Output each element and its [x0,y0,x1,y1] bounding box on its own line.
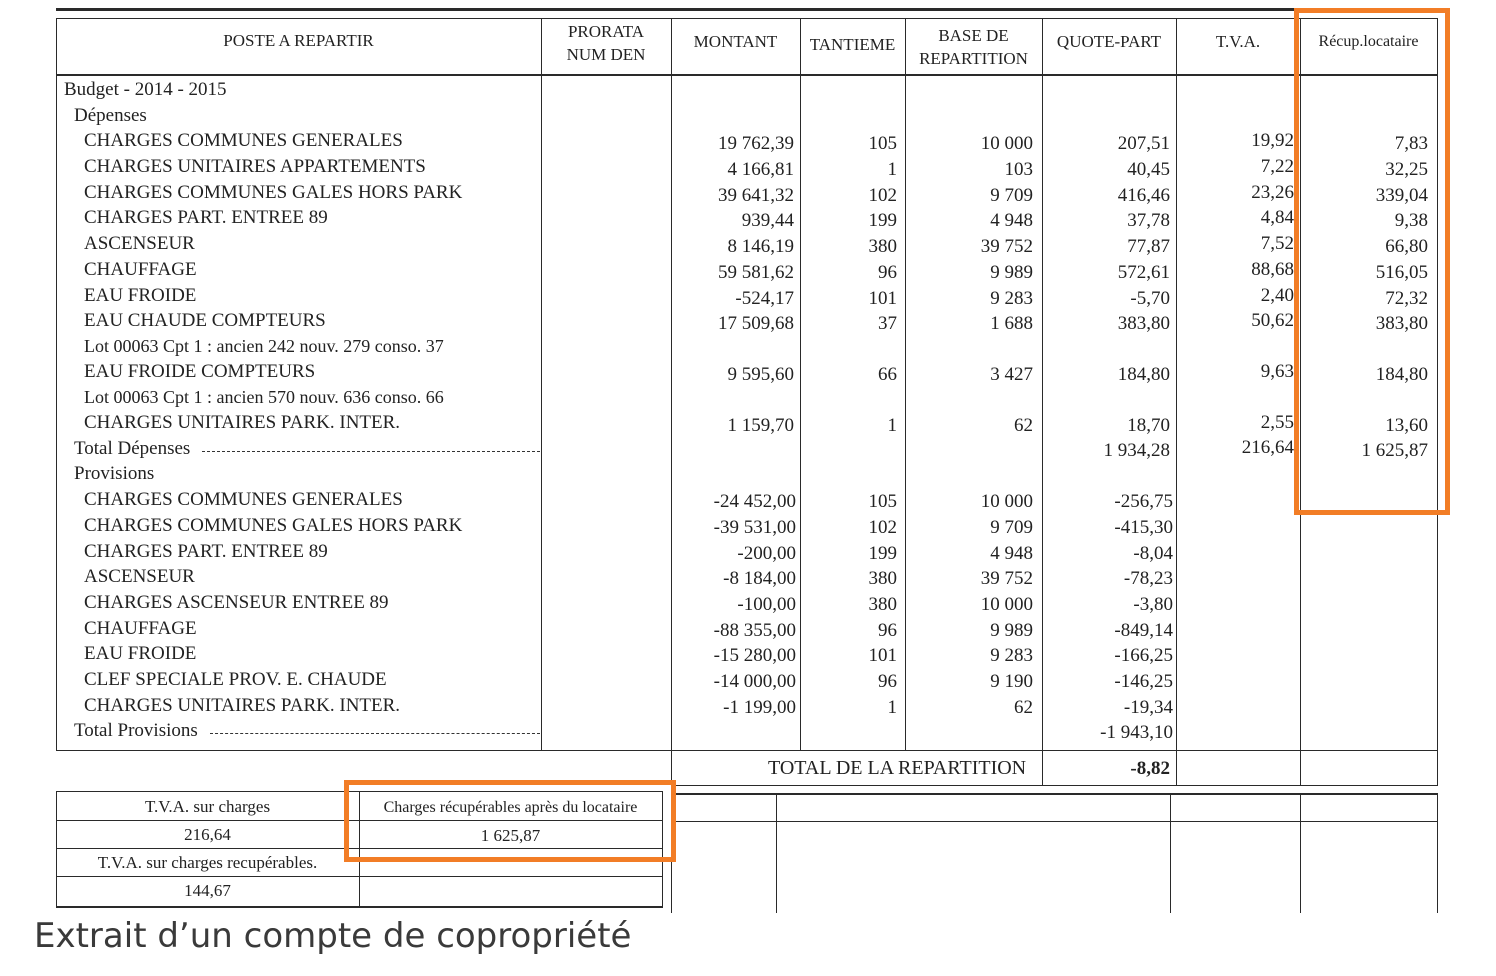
header-top-line [56,18,1438,19]
depense-quote: 207,51 [1117,133,1170,154]
depense-tantieme: 1 [887,415,897,436]
provision-base: 9 283 [990,645,1033,666]
total-depenses-quote: 1 934,28 [1103,440,1170,461]
depense-recup: 72,32 [1385,288,1428,309]
total-depenses-recup: 1 625,87 [1361,440,1428,461]
provision-quote: -19,34 [1123,697,1173,718]
depense-tantieme: 96 [878,262,897,283]
total-row-bottom-line [672,785,1438,786]
provision-quote: -146,25 [1114,671,1173,692]
header-base [905,24,1042,70]
depense-base: 39 752 [980,236,1033,257]
total-provisions-leader [210,733,540,734]
depense-recup: 516,05 [1375,262,1428,283]
provision-base: 9 190 [990,671,1033,692]
provision-base: 10 000 [980,491,1033,512]
body-bottom-line [56,750,1438,751]
depense-montant: 4 166,81 [727,159,794,180]
header-tva: T.V.A. [1215,32,1261,51]
provision-tantieme: 105 [868,491,897,512]
depense-base: 4 948 [990,210,1033,231]
provision-quote: -256,75 [1114,491,1173,512]
depense-recup: 7,83 [1394,133,1428,154]
depense-base: 1 688 [990,313,1033,334]
summary-right-col-4 [1437,793,1438,913]
depense-base: 9 989 [990,262,1033,283]
total-provisions-quote: -1 943,10 [1100,722,1173,743]
provision-tantieme: 102 [868,517,897,538]
summary-tva-charges-value: 216,64 [184,825,231,844]
depense-recup: 66,80 [1385,236,1428,257]
provision-tantieme: 101 [868,645,897,666]
header-prorata [541,20,671,66]
provision-label: CHARGES PART. ENTREE 89 [84,541,328,562]
provision-montant: -88 355,00 [713,620,796,641]
provision-tantieme: 96 [878,620,897,641]
lot-detail-label: Lot 00063 Cpt 1 : ancien 570 nouv. 636 conso. 66 [84,387,444,407]
depense-quote: 18,70 [1127,415,1170,436]
col-line-1 [541,18,542,750]
summary-tva-recup-value: 144,67 [184,881,231,900]
provision-montant: -100,00 [737,594,796,615]
depense-base: 62 [1014,415,1033,436]
depense-montant: 17 509,68 [718,313,794,334]
provision-montant: -24 452,00 [713,491,796,512]
depense-montant: -524,17 [735,288,794,309]
depense-tva: 9,63 [1260,362,1294,382]
depense-montant: 39 641,32 [718,185,794,206]
header-recup: Récup.locataire [1318,33,1419,50]
table-top-rule [56,8,1438,11]
provision-montant: -8 184,00 [723,568,796,589]
provision-montant: -14 000,00 [713,671,796,692]
depense-label: CHARGES UNITAIRES PARK. INTER. [84,412,401,433]
depense-tva: 23,26 [1251,183,1294,203]
header-prorata-line1: PRORATA [567,22,645,41]
depense-quote: 37,78 [1127,210,1170,231]
depense-base: 3 427 [990,364,1033,385]
provision-label: CHARGES UNITAIRES PARK. INTER. [84,695,401,716]
header-poste: POSTE A REPARTIR [223,31,374,50]
budget-label: Budget - 2014 - 2015 [64,79,227,100]
depense-quote: 416,46 [1117,185,1170,206]
total-provisions-label: Total Provisions [74,720,198,741]
depense-base: 103 [1004,159,1033,180]
depense-quote: 77,87 [1127,236,1170,257]
depense-label: EAU CHAUDE COMPTEURS [84,310,326,331]
depense-tva: 7,22 [1260,157,1294,177]
header-bottom-line [56,74,1438,76]
depense-tva: 2,55 [1260,413,1294,433]
provision-quote: -415,30 [1114,517,1173,538]
depense-tva: 19,92 [1251,131,1294,151]
provision-tantieme: 96 [878,671,897,692]
depense-quote: 383,80 [1117,313,1170,334]
provision-tantieme: 380 [868,568,897,589]
lot-detail-label: Lot 00063 Cpt 1 : ancien 242 nouv. 279 conso. 37 [84,336,444,356]
provision-label: CHARGES COMMUNES GENERALES [84,489,403,510]
depense-recup: 383,80 [1375,313,1428,334]
highlight-recup-summary [344,780,676,862]
depense-tva: 88,68 [1251,260,1294,280]
depense-tva: 50,62 [1251,311,1294,331]
depense-montant: 1 159,70 [727,415,794,436]
depense-label: EAU FROIDE COMPTEURS [84,361,316,382]
provision-quote: -8,04 [1133,543,1173,564]
provisions-label: Provisions [74,463,155,484]
header-base-line2: REPARTITION [919,49,1028,68]
provision-base: 10 000 [980,594,1033,615]
provision-quote: -166,25 [1114,645,1173,666]
header-prorata-line2: NUM DEN [566,45,646,64]
depense-quote: 40,45 [1127,159,1170,180]
provision-label: CHARGES COMMUNES GALES HORS PARK [84,515,463,536]
depense-recup: 9,38 [1394,210,1428,231]
header-base-line1: BASE DE [938,26,1009,45]
highlight-recup-column [1294,8,1450,515]
provision-label: ASCENSEUR [84,566,195,587]
depense-tantieme: 1 [887,159,897,180]
summary-right-col-2 [1170,793,1171,913]
provision-label: EAU FROIDE [84,643,197,664]
header-montant: MONTANT [693,32,778,51]
provision-montant: -200,00 [737,543,796,564]
summary-top-line-right [671,793,1438,795]
depense-base: 10 000 [980,133,1033,154]
depense-base: 9 283 [990,288,1033,309]
provision-base: 4 948 [990,543,1033,564]
depense-base: 9 709 [990,185,1033,206]
summary-right-rule [671,821,1438,822]
total-repartition-value: -8,82 [1130,758,1170,779]
provision-tantieme: 380 [868,594,897,615]
depense-label: CHARGES PART. ENTREE 89 [84,207,328,228]
depense-tantieme: 66 [878,364,897,385]
header-quote-part: QUOTE-PART [1056,32,1162,51]
depense-recup: 32,25 [1385,159,1428,180]
depense-tva: 4,84 [1260,208,1294,228]
depense-label: ASCENSEUR [84,233,195,254]
provision-label: CHAUFFAGE [84,618,197,639]
provision-label: CHARGES ASCENSEUR ENTREE 89 [84,592,389,613]
summary-tva-recup-label: T.V.A. sur charges recupérables. [97,853,318,872]
provision-montant: -1 199,00 [723,697,796,718]
total-depenses-tva: 216,64 [1241,437,1294,458]
total-depenses-leader [202,451,540,452]
depense-tantieme: 101 [868,288,897,309]
provision-quote: -849,14 [1114,620,1173,641]
provision-tantieme: 1 [887,697,897,718]
depense-tantieme: 380 [868,236,897,257]
depense-montant: 9 595,60 [727,364,794,385]
provision-base: 62 [1014,697,1033,718]
total-depenses-label: Total Dépenses [74,438,191,459]
depense-label: CHARGES COMMUNES GALES HORS PARK [84,182,463,203]
depense-tantieme: 105 [868,133,897,154]
provision-quote: -3,80 [1133,594,1173,615]
depense-montant: 939,44 [741,210,794,231]
summary-recup-label: Charges récupérables après du locataire [383,799,638,816]
depense-quote: 184,80 [1117,364,1170,385]
depenses-label: Dépenses [74,105,147,126]
provision-montant: -39 531,00 [713,517,796,538]
depense-recup: 13,60 [1385,415,1428,436]
depense-label: CHARGES COMMUNES GENERALES [84,130,403,151]
depense-label: CHARGES UNITAIRES APPARTEMENTS [84,156,426,177]
depense-quote: 572,61 [1117,262,1170,283]
depense-tva: 7,52 [1260,234,1294,254]
summary-right-col-3 [1300,793,1301,913]
provision-base: 9 989 [990,620,1033,641]
depense-label: EAU FROIDE [84,285,197,306]
total-repartition-label: TOTAL DE LA REPARTITION [768,757,1027,779]
depense-montant: 59 581,62 [718,262,794,283]
depense-montant: 8 146,19 [727,236,794,257]
depense-tantieme: 102 [868,185,897,206]
depense-label: CHAUFFAGE [84,259,197,280]
header-tantieme: TANTIEME [809,35,896,54]
col-line-0 [56,18,57,750]
provision-base: 39 752 [980,568,1033,589]
caption: Extrait d’un compte de copropriété [34,916,632,956]
summary-right-col-1 [776,793,777,913]
provision-tantieme: 199 [868,543,897,564]
provision-montant: -15 280,00 [713,645,796,666]
depense-recup: 184,80 [1375,364,1428,385]
depense-recup: 339,04 [1375,185,1428,206]
provision-quote: -78,23 [1123,568,1173,589]
depense-tantieme: 199 [868,210,897,231]
summary-recup-value: 1 625,87 [480,826,541,845]
depense-tva: 2,40 [1260,286,1294,306]
provision-base: 9 709 [990,517,1033,538]
summary-tva-charges-label: T.V.A. sur charges [144,797,271,816]
depense-montant: 19 762,39 [718,133,794,154]
depense-quote: -5,70 [1130,288,1170,309]
depense-tantieme: 37 [878,313,897,334]
provision-label: CLEF SPECIALE PROV. E. CHAUDE [84,669,387,690]
